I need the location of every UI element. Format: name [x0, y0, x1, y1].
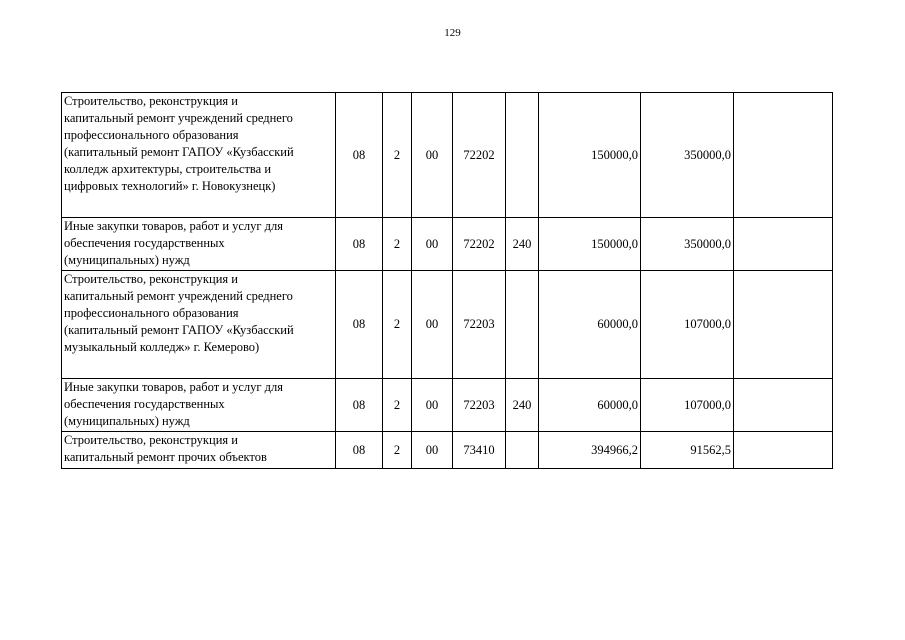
table-row — [62, 432, 833, 469]
row-description: Строительство, реконструкция и капитальный ремонт учреждений среднего профессионального образования (капитальный ремонт ГАПОУ «Кузбасский колледж архитектуры, строительства и цифровых технологий» г. Новокузнецк) — [62, 93, 336, 218]
subprogram-code: 00 — [412, 432, 453, 469]
amount-2: 350000,0 — [641, 218, 734, 271]
subprogram-code: 00 — [412, 218, 453, 271]
expense-type-code — [506, 93, 539, 218]
program-code: 2 — [383, 93, 412, 218]
subprogram-code: 00 — [412, 271, 453, 379]
table-row — [62, 271, 833, 379]
row-description: Строительство, реконструкция и капитальный ремонт учреждений среднего профессионального образования (капитальный ремонт ГАПОУ «Кузбасский музыкальный колледж» г. Кемерово) — [62, 271, 336, 379]
table-row — [62, 379, 833, 432]
amount-2: 107000,0 — [641, 379, 734, 432]
direction-code: 72202 — [453, 93, 506, 218]
extra-cell — [734, 432, 833, 469]
subprogram-code: 00 — [412, 93, 453, 218]
extra-cell — [734, 271, 833, 379]
expense-type-code: 240 — [506, 379, 539, 432]
amount-2: 91562,5 — [641, 432, 734, 469]
amount-1: 150000,0 — [539, 93, 641, 218]
table-row — [62, 93, 833, 218]
program-code: 2 — [383, 432, 412, 469]
amount-2: 107000,0 — [641, 271, 734, 379]
direction-code: 72203 — [453, 379, 506, 432]
section-code: 08 — [336, 271, 383, 379]
section-code: 08 — [336, 218, 383, 271]
row-description: Иные закупки товаров, работ и услуг для обеспечения государственных (муниципальных) нужд — [62, 379, 336, 432]
extra-cell — [734, 93, 833, 218]
expense-type-code — [506, 432, 539, 469]
expense-type-code: 240 — [506, 218, 539, 271]
table-row — [62, 218, 833, 271]
amount-1: 150000,0 — [539, 218, 641, 271]
amount-1: 60000,0 — [539, 379, 641, 432]
section-code: 08 — [336, 93, 383, 218]
amount-2: 350000,0 — [641, 93, 734, 218]
expense-type-code — [506, 271, 539, 379]
section-code: 08 — [336, 379, 383, 432]
program-code: 2 — [383, 271, 412, 379]
row-description: Иные закупки товаров, работ и услуг для обеспечения государственных (муниципальных) нужд — [62, 218, 336, 271]
page-number: 129 — [444, 27, 461, 39]
budget-table — [61, 92, 833, 469]
direction-code: 72203 — [453, 271, 506, 379]
amount-1: 394966,2 — [539, 432, 641, 469]
program-code: 2 — [383, 379, 412, 432]
amount-1: 60000,0 — [539, 271, 641, 379]
section-code: 08 — [336, 432, 383, 469]
extra-cell — [734, 379, 833, 432]
row-description: Строительство, реконструкция и капитальный ремонт прочих объектов — [62, 432, 336, 469]
direction-code: 72202 — [453, 218, 506, 271]
program-code: 2 — [383, 218, 412, 271]
extra-cell — [734, 218, 833, 271]
direction-code: 73410 — [453, 432, 506, 469]
subprogram-code: 00 — [412, 379, 453, 432]
